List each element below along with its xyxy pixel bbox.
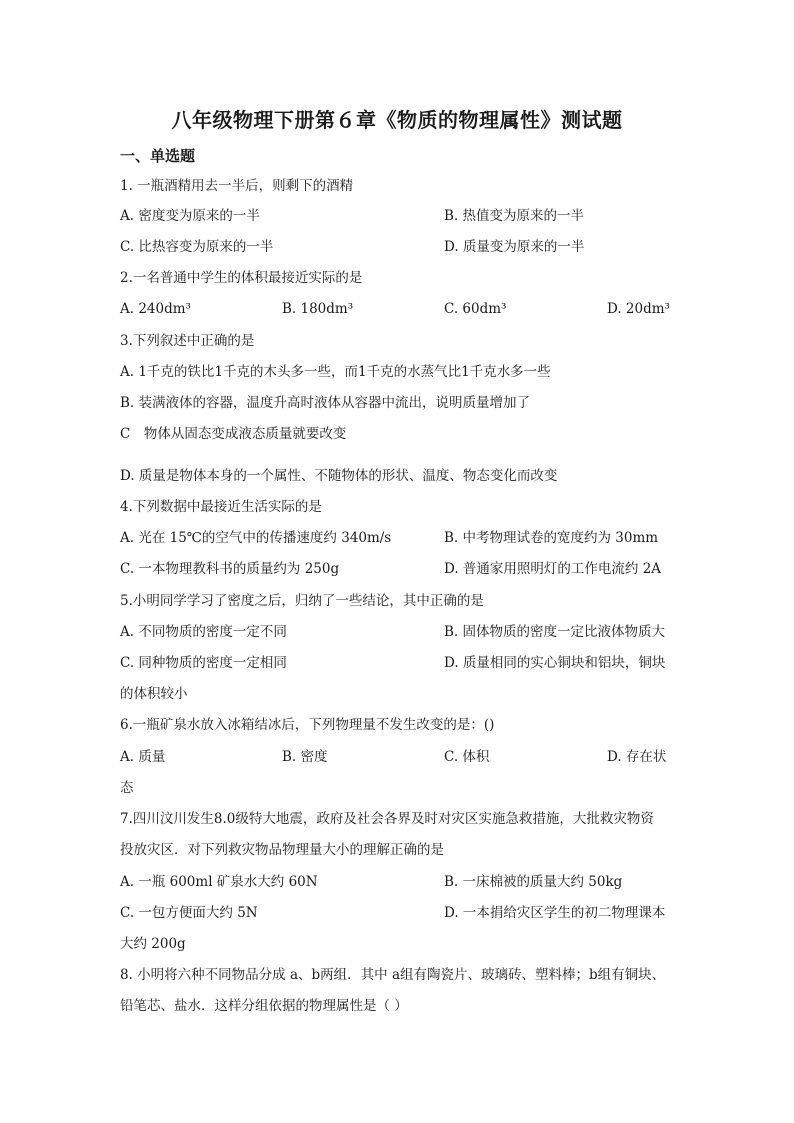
option-a: A. 密度变为原来的一半 [120,208,260,224]
option-b: B. 180dm³ [282,301,354,317]
option-a: A. 光在 15℃的空气中的传播速度约 340m/s [120,530,392,546]
option-a: A. 1千克的铁比1千克的木头多一些，而1千克的水蒸气比1千克水多一些 [120,364,551,380]
option-a: A. 一瓶 600ml 矿泉水大约 60N [120,874,318,890]
option-continuation: 态 [120,780,134,796]
question-stem-line-2: 投放灾区．对下列救灾物品物理量大小的理解正确的是 [120,842,444,858]
option-d: D. 质量变为原来的一半 [444,239,585,255]
option-b: B. 热值变为原来的一半 [444,208,585,224]
option-continuation: 大约 200g [120,936,186,952]
page-title: 八年级物理下册第６章《物质的物理属性》测试题 [171,108,623,132]
question-stem: 6.一瓶矿泉水放入冰箱结冰后，下列物理量不发生改变的是：() [120,717,495,733]
section-heading: 一、单选题 [120,147,196,165]
option-c: C. 比热容变为原来的一半 [120,239,274,255]
option-a: A. 质量 [120,749,166,765]
option-d: D. 普通家用照明灯的工作电流约 2A [444,561,662,577]
question-stem-line-1: 7.四川汶川发生8.0级特大地震，政府及社会各界及时对灾区实施急救措施，大批救灾物资 [120,811,654,827]
option-d: D. 质量是物体本身的一个属性、不随物体的形状、温度、物态变化而改变 [120,468,558,484]
option-continuation: 的体积较小 [120,686,188,702]
option-a: A. 240dm³ [120,301,191,317]
option-c: C 物体从固态变成液态质量就要改变 [120,426,347,442]
option-d: D. 存在状 [607,749,667,765]
option-b: B. 一床棉被的质量大约 50kg [444,874,623,890]
option-c: C. 同种物质的密度一定相同 [120,655,287,671]
question-stem: 1. 一瓶酒精用去一半后，则剩下的酒精 [120,178,354,194]
option-a: A. 不同物质的密度一定不同 [120,624,287,640]
option-b: B. 装满液体的容器，温度升高时液体从容器中流出，说明质量增加了 [120,395,531,411]
question-stem-line-1: 8. 小明将六种不同物品分成 a、b两组．其中 a组有陶瓷片、玻璃砖、塑料棒；b组有铜块、 [120,967,666,983]
question-stem: 3.下列叙述中正确的是 [120,333,255,349]
question-stem: 2.一名普通中学生的体积最接近实际的是 [120,270,363,286]
option-b: B. 密度 [282,749,328,765]
question-stem-line-2: 铅笔芯、盐水．这样分组依据的物理属性是（ ） [120,998,408,1014]
option-d: D. 一本捐给灾区学生的初二物理课本 [444,905,666,921]
option-d: D. 20dm³ [607,301,670,317]
option-b: B. 固体物质的密度一定比液体物质大 [444,624,666,640]
question-stem: 5.小明同学学习了密度之后，归纳了一些结论，其中正确的是 [120,593,484,609]
option-c: C. 体积 [444,749,490,765]
option-c: C. 一本物理教科书的质量约为 250g [120,561,340,577]
option-c: C. 一包方便面大约 5N [120,905,258,921]
option-c: C. 60dm³ [444,301,507,317]
question-stem: 4.下列数据中最接近生活实际的是 [120,499,322,515]
option-d: D. 质量相同的实心铜块和铝块，铜块 [444,655,666,671]
option-b: B. 中考物理试卷的宽度约为 30mm [444,530,659,546]
